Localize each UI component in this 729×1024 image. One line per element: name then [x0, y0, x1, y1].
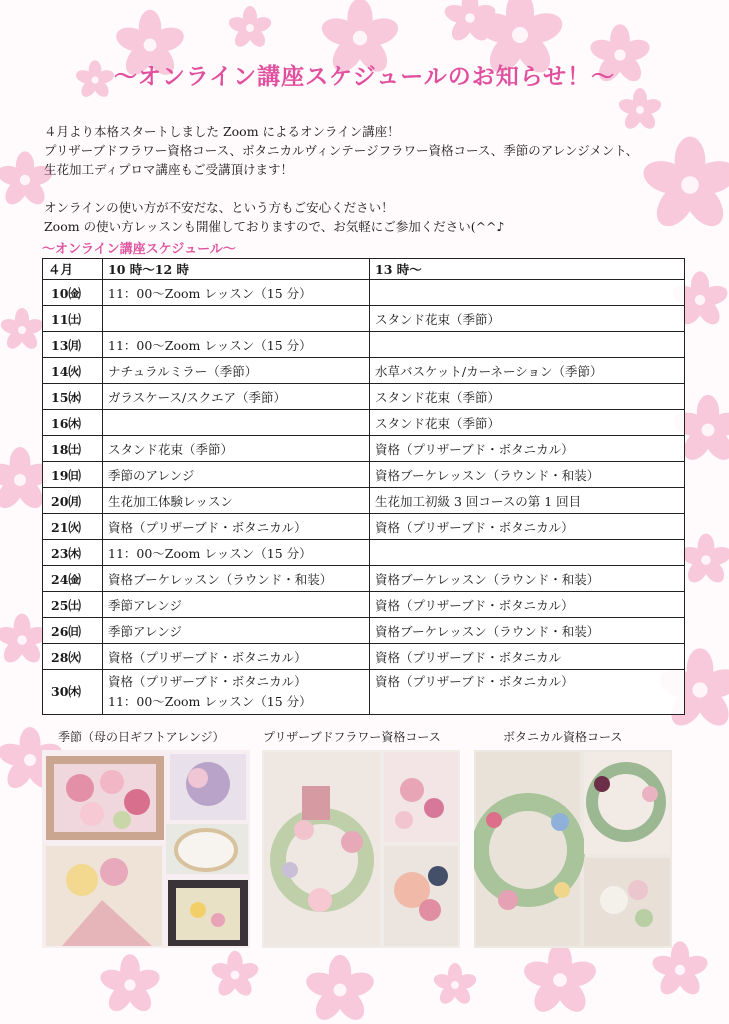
- table-row: [43, 462, 685, 488]
- header-afternoon: 13 時～: [370, 259, 685, 280]
- row-date: 16㈭: [43, 410, 103, 436]
- seasonal-arrangement-photo: [42, 750, 250, 948]
- row-morning: 11：00～Zoom レッスン（15 分）: [103, 540, 370, 566]
- page-title: ～オンライン講座スケジュールのお知らせ！～: [113, 64, 616, 90]
- header-morning: 10 時～12 時: [103, 259, 370, 280]
- table-row: [43, 384, 685, 410]
- row-afternoon: 資格（プリザーブド・ボタニカル）: [370, 592, 685, 618]
- row-date: 20㈪: [43, 488, 103, 514]
- caption-preserved: プリザーブドフラワー資格コース: [263, 730, 441, 744]
- photo-gallery: [0, 750, 729, 950]
- intro-line: オンラインの使い方が不安だな、という方もご安心ください！: [44, 200, 394, 215]
- botanical-course-photo: [474, 750, 672, 948]
- row-date: 19㈰: [43, 462, 103, 488]
- row-date: 25㈯: [43, 592, 103, 618]
- table-row: [43, 410, 685, 436]
- intro-line: Zoom の使い方レッスンも開催しておりますので、お気軽にご参加ください(^^♪: [44, 219, 505, 234]
- row-afternoon: 資格（プリザーブド・ボタニカル）: [370, 436, 685, 462]
- intro-line: ４月より本格スタートしました Zoom によるオンライン講座！: [44, 124, 400, 139]
- table-row: [43, 592, 685, 618]
- row-morning: ガラスケース/スクエア（季節）: [103, 384, 370, 410]
- row-morning: 資格（プリザーブド・ボタニカル）: [103, 514, 370, 540]
- table-row: [43, 670, 685, 715]
- table-row: [43, 644, 685, 670]
- table-row: [43, 488, 685, 514]
- row-morning: 11：00～Zoom レッスン（15 分）: [103, 332, 370, 358]
- row-morning: 資格（プリザーブド・ボタニカル）: [103, 644, 370, 670]
- row-afternoon: [370, 540, 685, 566]
- table-row: [43, 332, 685, 358]
- row-date: 11㈯: [43, 306, 103, 332]
- row-morning-line: 11：00～Zoom レッスン（15 分）: [108, 694, 312, 709]
- row-morning: [103, 670, 370, 715]
- table-row: [43, 280, 685, 306]
- row-afternoon: [370, 332, 685, 358]
- header-month: ４月: [43, 259, 103, 280]
- photo-captions: [0, 728, 729, 746]
- row-date: 14㈫: [43, 358, 103, 384]
- caption-botanical: ボタニカル資格コース: [503, 730, 623, 744]
- preserved-flower-photo: [262, 750, 460, 948]
- table-row: [43, 566, 685, 592]
- table-row: [43, 358, 685, 384]
- row-morning-line: 資格（プリザーブド・ボタニカル）: [108, 674, 307, 689]
- table-row: [43, 436, 685, 462]
- schedule-heading: ～オンライン講座スケジュール～: [42, 242, 236, 257]
- row-morning: ナチュラルミラー（季節）: [103, 358, 370, 384]
- row-date: 28㈫: [43, 644, 103, 670]
- row-date: 10㈮: [43, 280, 103, 306]
- intro-line: プリザーブドフラワー資格コース、ボタニカルヴィンテージフラワー資格コース、季節のアレンジメント、: [44, 143, 639, 158]
- row-afternoon: 資格（プリザーブド・ボタニカル）: [370, 670, 685, 715]
- row-date: 15㈬: [43, 384, 103, 410]
- row-afternoon: スタンド花束（季節）: [370, 410, 685, 436]
- row-afternoon: 資格ブーケレッスン（ラウンド・和装）: [370, 618, 685, 644]
- row-date: 30㈭: [43, 670, 103, 715]
- row-morning: スタンド花束（季節）: [103, 436, 370, 462]
- intro-text: [44, 122, 704, 236]
- row-afternoon: 水草バスケット/カーネーション（季節）: [370, 358, 685, 384]
- table-row: [43, 540, 685, 566]
- row-afternoon: 生花加工初級 3 回コースの第 1 回目: [370, 488, 685, 514]
- row-morning: 季節のアレンジ: [103, 462, 370, 488]
- caption-seasonal: 季節（母の日ギフトアレンジ）: [58, 730, 225, 744]
- table-row: [43, 514, 685, 540]
- row-morning: 季節アレンジ: [103, 592, 370, 618]
- row-afternoon: 資格（プリザーブド・ボタニカル: [370, 644, 685, 670]
- row-morning: [103, 306, 370, 332]
- row-date: 23㈭: [43, 540, 103, 566]
- row-morning: 季節アレンジ: [103, 618, 370, 644]
- row-afternoon: 資格ブーケレッスン（ラウンド・和装）: [370, 462, 685, 488]
- row-morning: 資格ブーケレッスン（ラウンド・和装）: [103, 566, 370, 592]
- row-morning: 生花加工体験レッスン: [103, 488, 370, 514]
- row-afternoon: 資格ブーケレッスン（ラウンド・和装）: [370, 566, 685, 592]
- schedule-table: [42, 258, 685, 715]
- row-date: 21㈫: [43, 514, 103, 540]
- row-afternoon: スタンド花束（季節）: [370, 384, 685, 410]
- table-header-row: [43, 259, 685, 280]
- intro-line: 生花加工ディプロマ講座もご受講頂けます！: [44, 162, 294, 177]
- table-row: [43, 618, 685, 644]
- row-morning: 11：00～Zoom レッスン（15 分）: [103, 280, 370, 306]
- row-date: 26㈰: [43, 618, 103, 644]
- row-morning: [103, 410, 370, 436]
- row-afternoon: [370, 280, 685, 306]
- row-afternoon: 資格（プリザーブド・ボタニカル）: [370, 514, 685, 540]
- table-row: [43, 306, 685, 332]
- row-date: 18㈯: [43, 436, 103, 462]
- row-date: 24㈮: [43, 566, 103, 592]
- row-afternoon: スタンド花束（季節）: [370, 306, 685, 332]
- row-date: 13㈪: [43, 332, 103, 358]
